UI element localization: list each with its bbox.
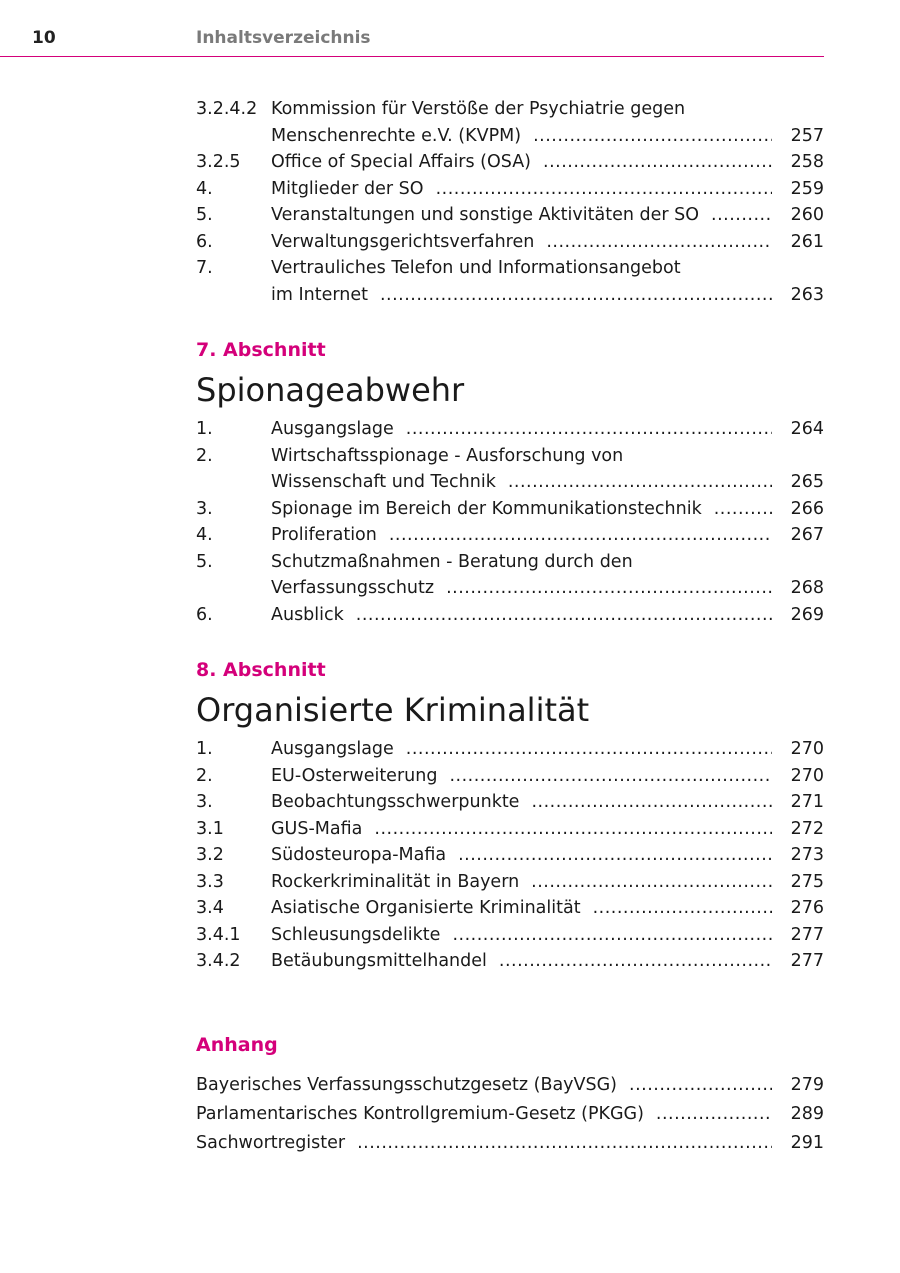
toc-entry-page: 264 bbox=[790, 419, 824, 439]
toc-entry-page: 271 bbox=[790, 792, 824, 812]
anhang-entry bbox=[196, 1100, 824, 1129]
toc-entry-page: 270 bbox=[790, 765, 824, 786]
toc-entry-body bbox=[271, 816, 824, 843]
toc-entry bbox=[196, 149, 824, 176]
toc-entry-title: GUS-Mafia bbox=[271, 818, 363, 839]
toc-entry bbox=[196, 255, 824, 282]
toc-entry-body bbox=[271, 922, 824, 949]
toc-entry-page: 270 bbox=[790, 739, 824, 759]
toc-entry-page: 259 bbox=[790, 178, 824, 199]
toc-entry-number: 1. bbox=[196, 739, 213, 759]
dot-leader bbox=[531, 789, 772, 816]
toc-entry-continuation bbox=[196, 282, 824, 309]
toc-entry bbox=[196, 96, 824, 123]
dot-leader bbox=[711, 202, 772, 229]
toc-entry-title: Mitglieder der SO bbox=[271, 178, 424, 199]
toc-entry bbox=[196, 443, 824, 470]
dot-leader bbox=[406, 736, 772, 763]
toc-list-section-7 bbox=[196, 416, 824, 628]
toc-entry-number: 3.2 bbox=[196, 845, 224, 865]
anhang-entry-page: 279 bbox=[790, 1074, 824, 1095]
toc-entry-title-cont: im Internet bbox=[271, 284, 368, 305]
toc-entry-title: Office of Special Affairs (OSA) bbox=[271, 152, 532, 172]
dot-leader bbox=[380, 282, 772, 309]
anhang-entry bbox=[196, 1071, 824, 1100]
toc-entry-page: 272 bbox=[790, 818, 824, 839]
toc-entry-page: 258 bbox=[790, 152, 824, 172]
toc-entry-title: Vertrauliches Telefon und Informationsangebot bbox=[271, 258, 681, 278]
toc-entry-body bbox=[271, 123, 824, 150]
dot-leader bbox=[714, 496, 772, 523]
toc-entry-page: 260 bbox=[790, 205, 824, 225]
toc-entry bbox=[196, 869, 824, 896]
toc-entry-title: Wirtschaftsspionage - Ausforschung von bbox=[271, 445, 624, 466]
toc-entry-number: 3.2.4.2 bbox=[196, 99, 258, 119]
toc-entry-title: Rockerkriminalität in Bayern bbox=[271, 871, 520, 892]
toc-entry bbox=[196, 549, 824, 576]
dot-leader bbox=[499, 948, 772, 975]
toc-entry-number: 3. bbox=[196, 498, 213, 519]
dot-leader bbox=[436, 176, 772, 203]
toc-entry-title-cont: Verfassungsschutz bbox=[271, 578, 435, 598]
toc-entry bbox=[196, 202, 824, 229]
toc-entry-number: 2. bbox=[196, 445, 213, 466]
anhang-entry bbox=[196, 1129, 824, 1158]
toc-entry-body bbox=[271, 602, 824, 629]
toc-entry-page: 275 bbox=[790, 871, 824, 892]
toc-entry-body bbox=[271, 789, 824, 816]
toc-entry-continuation bbox=[196, 469, 824, 496]
dot-leader bbox=[446, 575, 772, 602]
toc-entry bbox=[196, 948, 824, 975]
dot-leader bbox=[533, 123, 772, 150]
toc-entry-continuation bbox=[196, 575, 824, 602]
toc-entry-number: 6. bbox=[196, 231, 213, 252]
toc-entry-title: Beobachtungsschwerpunkte bbox=[271, 792, 520, 812]
toc-entry-number: 3.2.5 bbox=[196, 152, 241, 172]
dot-leader bbox=[406, 416, 772, 443]
toc-entry-page: 269 bbox=[790, 604, 824, 625]
toc-entry-page: 265 bbox=[790, 472, 824, 492]
toc-entry-body bbox=[271, 549, 824, 576]
toc-entry-title: EU-Osterweiterung bbox=[271, 765, 438, 786]
dot-leader bbox=[508, 469, 772, 496]
anhang-entry-page: 291 bbox=[790, 1132, 824, 1153]
toc-entry-title-cont: Wissenschaft und Technik bbox=[271, 472, 496, 492]
toc-entry-page: 268 bbox=[790, 578, 824, 598]
toc-entry-body bbox=[271, 496, 824, 523]
toc-entry-title: Asiatische Organisierte Kriminalität bbox=[271, 898, 581, 918]
toc-content bbox=[196, 96, 824, 1158]
toc-entry-body bbox=[271, 416, 824, 443]
toc-entry-title: Schleusungsdelikte bbox=[271, 924, 441, 945]
toc-entry-title: Ausgangslage bbox=[271, 739, 394, 759]
toc-entry-title: Spionage im Bereich der Kommunikationstechnik bbox=[271, 498, 702, 519]
toc-entry-number: 5. bbox=[196, 551, 213, 572]
dot-leader bbox=[656, 1100, 772, 1129]
toc-entry-title: Schutzmaßnahmen - Beratung durch den bbox=[271, 551, 633, 572]
running-title: Inhaltsverzeichnis bbox=[196, 28, 371, 48]
toc-entry-continuation bbox=[196, 123, 824, 150]
toc-entry-title: Kommission für Verstöße der Psychiatrie gegen bbox=[271, 99, 686, 119]
anhang-entry-title: Bayerisches Verfassungsschutzgesetz (BayVSG) bbox=[196, 1074, 618, 1095]
toc-entry bbox=[196, 922, 824, 949]
toc-entry-body bbox=[271, 736, 824, 763]
toc-entry-title: Ausblick bbox=[271, 604, 344, 625]
anhang-entry-page: 289 bbox=[790, 1103, 824, 1124]
toc-entry-page: 277 bbox=[790, 924, 824, 945]
toc-entry-number: 4. bbox=[196, 178, 213, 199]
toc-entry-body bbox=[271, 522, 824, 549]
toc-entry-number: 4. bbox=[196, 525, 213, 545]
toc-entry-title: Betäubungsmittelhandel bbox=[271, 951, 487, 971]
toc-entry-title: Veranstaltungen und sonstige Aktivitäten der SO bbox=[271, 205, 700, 225]
toc-entry-title: Proliferation bbox=[271, 525, 377, 545]
toc-entry-title: Südosteuropa-Mafia bbox=[271, 845, 447, 865]
toc-entry-body bbox=[271, 575, 824, 602]
toc-entry-body bbox=[271, 469, 824, 496]
toc-entry-page: 273 bbox=[790, 845, 824, 865]
toc-entry bbox=[196, 416, 824, 443]
section-title-7: Spionageabwehr bbox=[196, 371, 465, 409]
toc-entry bbox=[196, 176, 824, 203]
dot-leader bbox=[593, 895, 772, 922]
dot-leader bbox=[531, 869, 772, 896]
section-label-7: 7. Abschnitt bbox=[196, 339, 326, 361]
toc-entry-title: Verwaltungsgerichtsverfahren bbox=[271, 231, 535, 252]
toc-entry bbox=[196, 842, 824, 869]
toc-entry-body bbox=[271, 202, 824, 229]
dot-leader bbox=[543, 149, 772, 176]
toc-entry-number: 2. bbox=[196, 765, 213, 786]
dot-leader bbox=[374, 816, 772, 843]
toc-entry bbox=[196, 522, 824, 549]
toc-entry bbox=[196, 602, 824, 629]
page-header bbox=[0, 28, 824, 57]
page-number: 10 bbox=[32, 28, 56, 48]
toc-entry-body bbox=[271, 229, 824, 256]
dot-leader bbox=[458, 842, 772, 869]
toc-entry bbox=[196, 816, 824, 843]
toc-entry-body bbox=[271, 948, 824, 975]
toc-entry-number: 3.4 bbox=[196, 898, 224, 918]
toc-entry-number: 5. bbox=[196, 205, 213, 225]
toc-entry bbox=[196, 789, 824, 816]
toc-entry bbox=[196, 496, 824, 523]
toc-entry-number: 3.4.1 bbox=[196, 924, 241, 945]
toc-entry bbox=[196, 895, 824, 922]
toc-entry-page: 257 bbox=[790, 125, 824, 146]
toc-entry-number: 1. bbox=[196, 419, 213, 439]
dot-leader bbox=[357, 1129, 772, 1158]
toc-entry-number: 3.3 bbox=[196, 871, 224, 892]
toc-list-section-8 bbox=[196, 736, 824, 975]
toc-entry-body bbox=[271, 842, 824, 869]
toc-entry-title-cont: Menschenrechte e.V. (KVPM) bbox=[271, 125, 522, 146]
section-label-8: 8. Abschnitt bbox=[196, 659, 326, 681]
toc-entry-number: 7. bbox=[196, 258, 213, 278]
dot-leader bbox=[449, 763, 772, 790]
toc-entry bbox=[196, 736, 824, 763]
dot-leader bbox=[356, 602, 772, 629]
toc-entry-body bbox=[271, 763, 824, 790]
toc-entry-title: Ausgangslage bbox=[271, 419, 394, 439]
toc-entry-number: 3.4.2 bbox=[196, 951, 241, 971]
toc-entry-page: 266 bbox=[790, 498, 824, 519]
anhang-entry-title: Sachwortregister bbox=[196, 1132, 346, 1153]
toc-entry-number: 6. bbox=[196, 604, 213, 625]
toc-entry-body bbox=[271, 96, 824, 123]
toc-list-anhang bbox=[196, 1071, 824, 1158]
toc-entry-number: 3. bbox=[196, 792, 213, 812]
toc-entry-number: 3.1 bbox=[196, 818, 224, 839]
toc-entry-page: 267 bbox=[790, 525, 824, 545]
dot-leader bbox=[389, 522, 772, 549]
toc-entry bbox=[196, 763, 824, 790]
anhang-entry-title: Parlamentarisches Kontrollgremium-Gesetz (PKGG) bbox=[196, 1103, 644, 1124]
toc-entry-body bbox=[271, 895, 824, 922]
toc-entry-body bbox=[271, 282, 824, 309]
toc-entry-page: 263 bbox=[790, 284, 824, 305]
toc-entry-body bbox=[271, 255, 824, 282]
toc-entry-page: 277 bbox=[790, 951, 824, 971]
dot-leader bbox=[629, 1071, 772, 1100]
toc-entry bbox=[196, 229, 824, 256]
dot-leader bbox=[452, 922, 772, 949]
dot-leader bbox=[546, 229, 772, 256]
toc-entry-page: 276 bbox=[790, 898, 824, 918]
anhang-label: Anhang bbox=[196, 1033, 278, 1056]
toc-list-top bbox=[196, 96, 824, 308]
toc-entry-body bbox=[271, 176, 824, 203]
section-title-8: Organisierte Kriminalität bbox=[196, 691, 590, 729]
toc-entry-body bbox=[271, 443, 824, 470]
toc-entry-page: 261 bbox=[790, 231, 824, 252]
toc-entry-body bbox=[271, 149, 824, 176]
toc-entry-body bbox=[271, 869, 824, 896]
